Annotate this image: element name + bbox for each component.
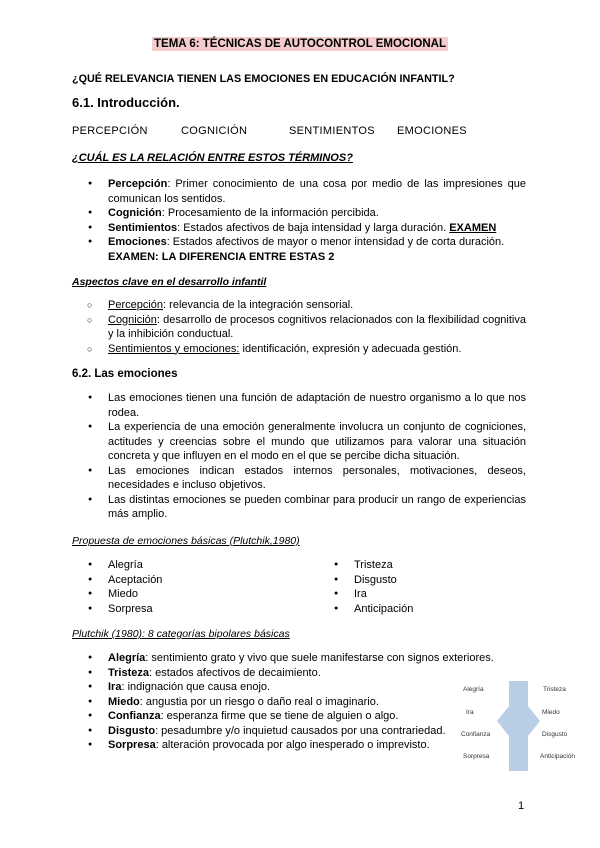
list-item: ● Ira xyxy=(318,587,518,602)
list-item: ● Tristeza xyxy=(318,558,518,573)
document-title xyxy=(0,37,600,52)
bipolar-heading: Plutchik (1980): 8 categorías bipolares básicas xyxy=(72,628,290,640)
bipolar-diagram xyxy=(458,681,588,771)
page-number: 1 xyxy=(518,800,525,812)
list-item: ● Sorpresa xyxy=(72,602,312,617)
list-item: ● Las emociones tienen una función de adaptación de nuestro organismo a lo que nos rodea. xyxy=(72,391,526,420)
diagram-left-label: Sorpresa xyxy=(463,753,490,760)
intro-heading: 6.1. Introducción. xyxy=(72,95,180,110)
list-item: ● Disgusto xyxy=(318,573,518,588)
list-item: ● Tristeza: estados afectivos de decaimiento. xyxy=(72,666,512,681)
list-item: ● Sentimientos: Estados afectivos de baja intensidad y larga duración. EXAMEN xyxy=(72,221,526,236)
list-item: ● Las emociones indican estados internos personales, motivaciones, deseos, necesidades e incluso objetivos. xyxy=(72,464,526,493)
list-item: ○ Percepción: relevancia de la integración sensorial. xyxy=(72,298,526,313)
bipolar-list xyxy=(72,651,512,753)
key-aspects-heading: Aspectos clave en el desarrollo infantil xyxy=(72,276,267,288)
list-item: ● Las distintas emociones se pueden combinar para producir un rango de experiencias más amplio. xyxy=(72,493,526,522)
definitions-list xyxy=(72,177,526,264)
list-item: ● Sorpresa: alteración provocada por algo inesperado o imprevisto. xyxy=(72,738,512,753)
list-item: ● Anticipación xyxy=(318,602,518,617)
diagram-right-label: Miedo xyxy=(542,709,560,716)
emotions-heading: 6.2. Las emociones xyxy=(72,368,178,380)
term-emociones: EMOCIONES xyxy=(397,125,467,137)
diagram-left-label: Confianza xyxy=(461,731,491,738)
list-item: ● Confianza: esperanza firme que se tiene de alguien o algo. xyxy=(72,709,512,724)
diagram-right-label: Anticipación xyxy=(540,753,576,760)
diagram-left-label: Ira xyxy=(466,709,474,716)
basic-emotions-right xyxy=(318,558,518,616)
list-item: ● Percepción: Primer conocimiento de una cosa por medio de las impresiones que comunican los sentidos. xyxy=(72,177,526,206)
list-item: ● La experiencia de una emoción generalmente involucra un conjunto de cogniciones, actitudes y creencias sobre el mundo que utilizamos para valorar una situación concreta y que influyen en el modo en el que se percibe dicha situación. xyxy=(72,420,526,464)
list-item: ● Cognición: Procesamiento de la información percibida. xyxy=(72,206,526,221)
list-item: ● Miedo xyxy=(72,587,312,602)
title-text: TEMA 6: TÉCNICAS DE AUTOCONTROL EMOCIONAL xyxy=(154,38,446,50)
term-percepcion: PERCEPCIÓN xyxy=(72,125,148,137)
list-item: ● Emociones: Estados afectivos de mayor o menor intensidad y de corta duración. EXAMEN: LA DIFERENCIA ENTRE ESTAS 2 xyxy=(72,235,526,264)
relation-heading: ¿CUÁL ES LA RELACIÓN ENTRE ESTOS TÉRMINOS? xyxy=(72,152,353,164)
key-aspects-list xyxy=(72,298,526,356)
diagram-right-label: Tristeza xyxy=(543,686,566,693)
term-cognicion: COGNICIÓN xyxy=(181,125,248,137)
emotions-points-list xyxy=(72,391,526,522)
list-item: ○ Cognición: desarrollo de procesos cognitivos relacionados con la flexibilidad cognitiva y la inhibición conductual. xyxy=(72,313,526,342)
list-item: ○ Sentimientos y emociones: identificación, expresión y adecuada gestión. xyxy=(72,342,526,357)
list-item: ● Disgusto: pesadumbre y/o inquietud causados por una contrariedad. xyxy=(72,724,448,739)
list-item: ● Miedo: angustia por un riesgo o daño real o imaginario. xyxy=(72,695,512,710)
basic-emotions-left xyxy=(72,558,312,616)
term-sentimientos: SENTIMIENTOS xyxy=(289,125,375,137)
list-item: ● Alegría xyxy=(72,558,312,573)
diagram-left-label: Alegría xyxy=(463,686,484,693)
list-item: ● Aceptación xyxy=(72,573,312,588)
proposal-heading: Propuesta de emociones básicas (Plutchik,1980) xyxy=(72,535,300,547)
diagram-right-label: Disgusto xyxy=(542,731,568,738)
section-question: ¿QUÉ RELEVANCIA TIENEN LAS EMOCIONES EN EDUCACIÓN INFANTIL? xyxy=(72,73,455,85)
list-item: ● Ira: indignación que causa enojo. xyxy=(72,680,512,695)
list-item: ● Alegría: sentimiento grato y vivo que suele manifestarse con signos exteriores. xyxy=(72,651,512,666)
